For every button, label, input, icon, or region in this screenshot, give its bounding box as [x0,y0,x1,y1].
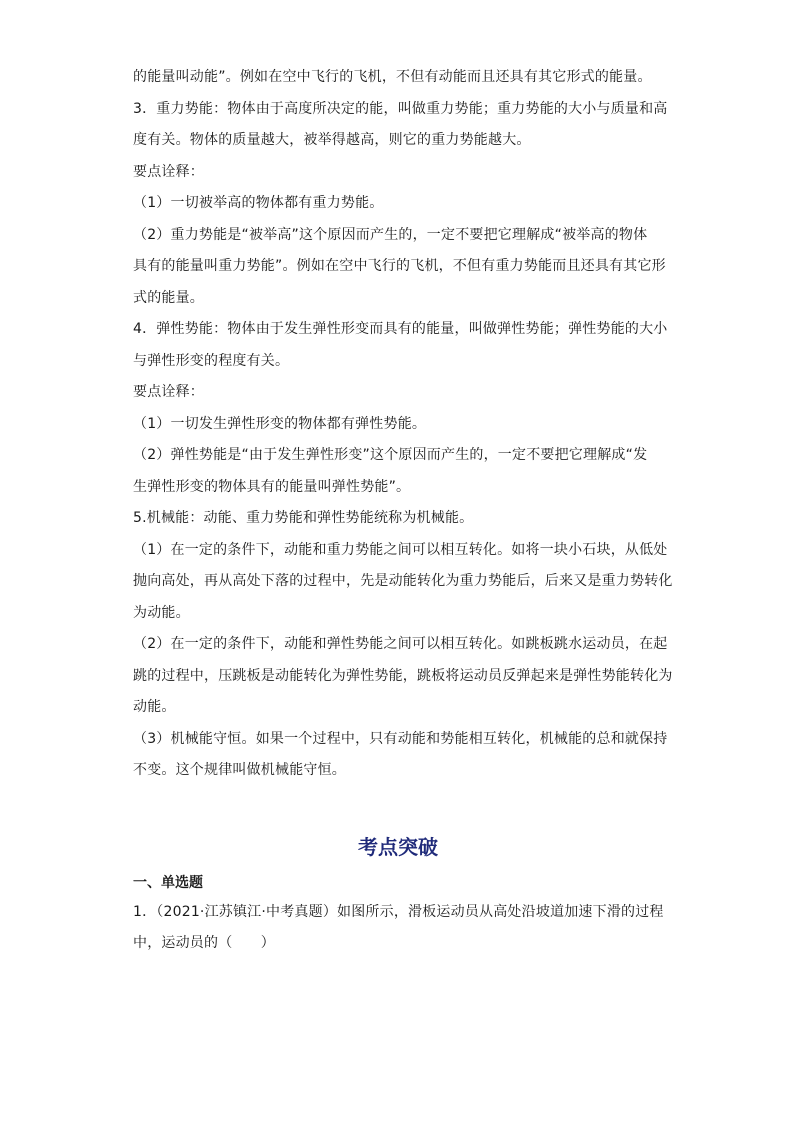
text-line: 动能。 [133,699,176,715]
text-line: 为动能。 [133,604,190,621]
text-line: （2）在一定的条件下，动能和弹性势能之间可以相互转化。如跳板跳水运动员，在起 [133,636,668,652]
text-line: （1）在一定的条件下，动能和重力势能之间可以相互转化。如将一块小石块，从低处 [133,541,668,558]
document-content [133,62,673,960]
section-title: 考点突破 [358,834,438,859]
text-line: 抛向高处，再从高处下落的过程中，先是动能转化为重力势能后，后来又是重力势转化 [133,573,673,589]
text-line: 度有关。物体的质量越大，被举得越高，则它的重力势能越大。 [133,132,531,148]
text-line: 不变。这个规律叫做机械能守恒。 [133,762,346,778]
text-line: （1）一切发生弹性形变的物体都有弹性势能。 [133,415,427,432]
text-line: （3）机械能守恒。如果一个过程中，只有动能和势能相互转化，机械能的总和就保持 [133,730,668,747]
text-line: 5.机械能：动能、重力势能和弹性势能统称为机械能。 [133,510,474,526]
text-line: 要点诠释： [133,384,204,400]
text-line: 跳的过程中，压跳板是动能转化为弹性势能，跳板将运动员反弹起来是弹性势能转化为 [133,667,673,684]
text-line: 生弹性形变的物体具有的能量叫弹性势能”。 [133,478,411,495]
text-line: 4．弹性势能：物体由于发生弹性形变而具有的能量，叫做弹性势能；弹性势能的大小 [133,321,668,337]
text-line: 的能量叫动能”。例如在空中飞行的飞机，不但有动能而且还具有其它形式的能量。 [133,69,652,85]
text-line: 具有的能量叫重力势能”。例如在空中飞行的飞机，不但有重力势能而且还具有其它形 [133,258,666,274]
text-line: 与弹性形变的程度有关。 [133,352,290,369]
text-line: （1）一切被举高的物体都有重力势能。 [133,195,384,211]
text-line: （2）弹性势能是“由于发生弹性形变”这个原因而产生的，一定不要把它理解成“发 [133,447,648,463]
question-line: 中，运动员的（ ） [133,935,275,951]
subheading: 一、单选题 [133,874,203,891]
text-line: 式的能量。 [133,289,204,306]
section-gap [133,787,663,827]
question-line: 1．（2021·江苏镇江·中考真题）如图所示，滑板运动员从高处沿坡道加速下滑的过程 [133,903,664,920]
text-line: 3．重力势能：物体由于高度所决定的能，叫做重力势能；重力势能的大小与质量和高 [133,100,668,117]
text-line: 要点诠释： [133,163,204,180]
text-line: （2）重力势能是“被举高”这个原因而产生的，一定不要把它理解成“被举高的物体 [133,226,648,243]
